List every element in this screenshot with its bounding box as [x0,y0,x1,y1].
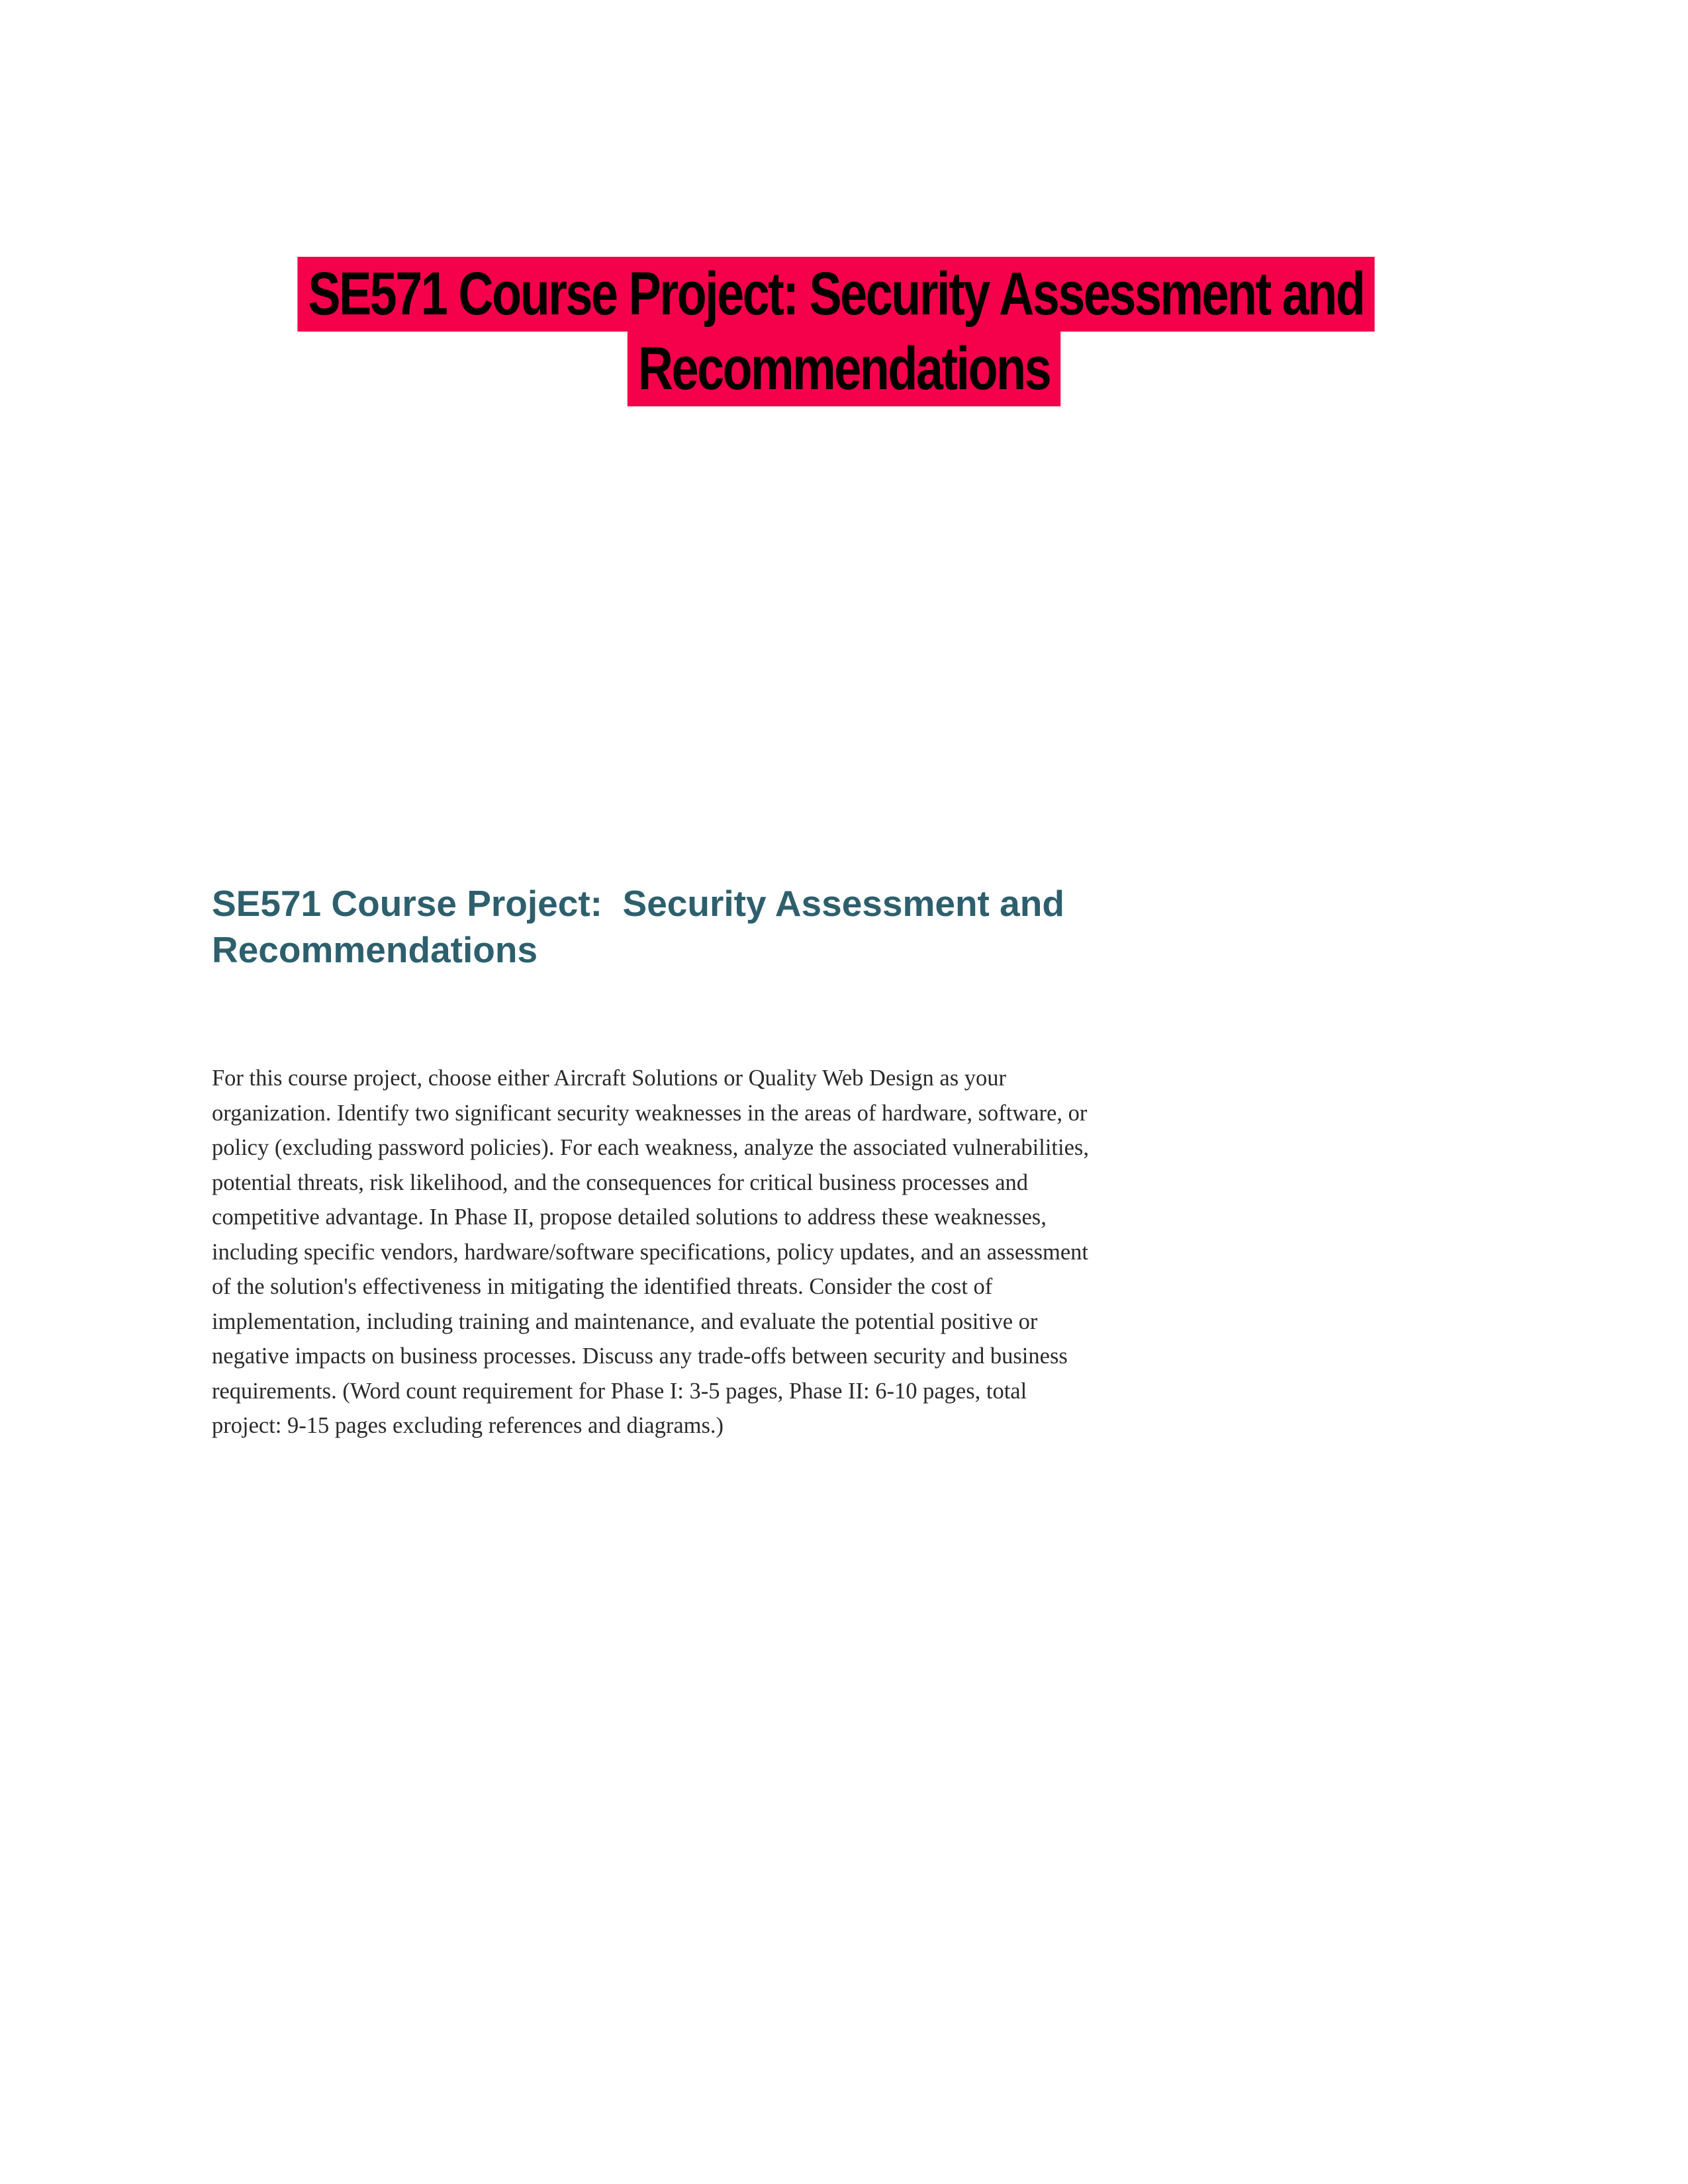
title-banner [0,257,1688,406]
body-line: implementation, including training and maintenance, and evaluate the potential positive or [212,1308,1038,1334]
body-line: project: 9-15 pages excluding references and diagrams.) [212,1413,724,1438]
body-line: negative impacts on business processes. Discuss any trade-offs between security and business [212,1343,1068,1369]
body-line: of the solution's effectiveness in mitigating the identified threats. Consider the cost of [212,1274,993,1299]
banner-title-line-2: Recommendations [628,332,1060,406]
body-line: potential threats, risk likelihood, and the consequences for critical business processes and [212,1169,1029,1195]
document-heading-line-1: SE571 Course Project: Security Assessment and [212,883,1064,924]
document-heading-line-2: Recommendations [212,929,538,970]
body-line: policy (excluding password policies). For each weakness, analyze the associated vulnerabilities, [212,1135,1089,1160]
document-heading [212,880,1064,973]
body-line: organization. Identify two significant security weaknesses in the areas of hardware, software, or [212,1100,1088,1126]
document-preview [212,880,1311,1463]
body-line: For this course project, choose either Aircraft Solutions or Quality Web Design as your [212,1066,1007,1091]
body-line: requirements. (Word count requirement for Phase I: 3-5 pages, Phase II: 6-10 pages, total [212,1378,1027,1404]
body-line: including specific vendors, hardware/software specifications, policy updates, and an assessment [212,1239,1089,1265]
body-line: competitive advantage. In Phase II, propose detailed solutions to address these weaknesses, [212,1205,1047,1230]
banner-title-line-1: SE571 Course Project: Security Assessment and [297,257,1374,332]
document-body [212,1061,1311,1443]
